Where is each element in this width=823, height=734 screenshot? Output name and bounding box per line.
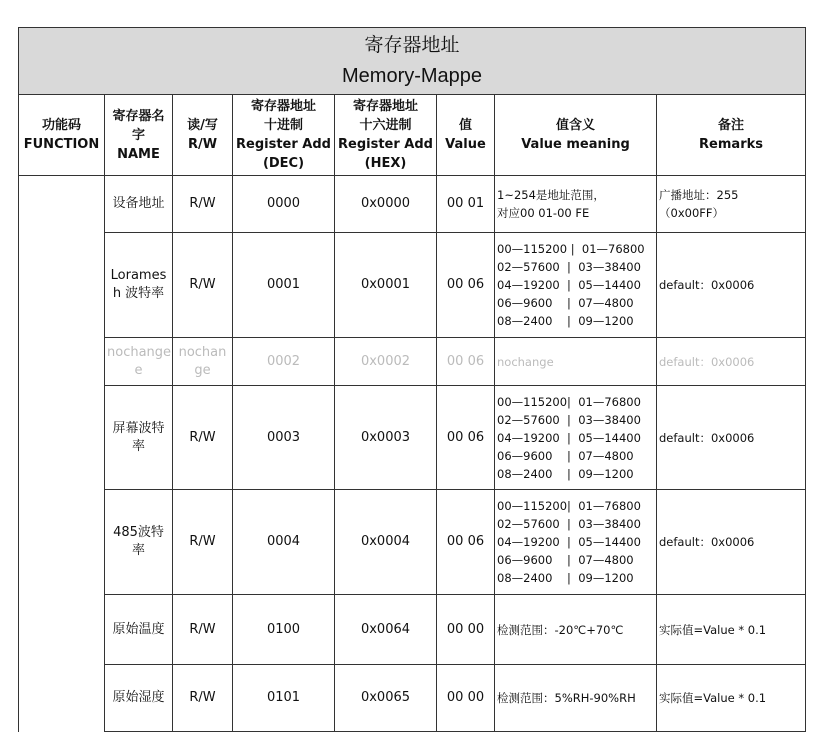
cell-hex: 0x0001 bbox=[335, 233, 437, 338]
cell-meaning bbox=[495, 490, 657, 595]
cell-line: 实际值=Value * 0.1 bbox=[659, 622, 767, 637]
cell-meaning bbox=[495, 176, 657, 233]
header-line: Remarks bbox=[699, 137, 763, 152]
cell-name bbox=[105, 386, 173, 490]
cell-line: R/W bbox=[189, 196, 216, 211]
cell-remarks bbox=[657, 665, 806, 732]
cell-name bbox=[105, 338, 173, 386]
header-line: Register Add bbox=[338, 137, 433, 152]
cell-line: nochange bbox=[497, 354, 554, 369]
header-row bbox=[19, 95, 806, 176]
cell-line: 原始湿度 bbox=[112, 690, 165, 705]
header-line: R/W bbox=[187, 137, 218, 152]
cell-name bbox=[105, 665, 173, 732]
cell-meaning bbox=[495, 338, 657, 386]
cell-line: e bbox=[134, 362, 143, 378]
cell-hex: 0x0004 bbox=[335, 490, 437, 595]
cell-line: 00—115200 | 01—76800 bbox=[497, 242, 645, 256]
table-row bbox=[19, 338, 806, 386]
cell-rw bbox=[173, 490, 233, 595]
table-row bbox=[19, 595, 806, 665]
header-line: Value bbox=[445, 137, 486, 152]
cell-line: 00—115200| 01—76800 bbox=[497, 394, 641, 409]
cell-line: h 波特率 bbox=[112, 286, 165, 301]
cell-remarks bbox=[657, 176, 806, 233]
cell-rw bbox=[173, 233, 233, 338]
cell-value: 00 06 bbox=[437, 338, 495, 386]
cell-value: 00 00 bbox=[437, 665, 495, 732]
header-line: Register Add bbox=[236, 137, 331, 152]
cell-name bbox=[105, 595, 173, 665]
cell-value: 00 06 bbox=[437, 386, 495, 490]
cell-line: 04—19200 | 05—14400 bbox=[497, 278, 641, 292]
cell-remarks bbox=[657, 595, 806, 665]
cell-dec: 0003 bbox=[233, 386, 335, 490]
cell-line: 设备地址 bbox=[112, 196, 165, 211]
cell-line: ge bbox=[194, 362, 211, 378]
cell-rw bbox=[173, 176, 233, 233]
header-line: 备注 bbox=[718, 118, 745, 133]
cell-line: 检测范围：5%RH-90%RH bbox=[497, 691, 636, 705]
header-line: 寄存器名 bbox=[112, 108, 165, 124]
cell-line: 485波特 bbox=[113, 525, 164, 540]
header-remarks bbox=[657, 95, 806, 176]
cell-rw bbox=[173, 665, 233, 732]
function-cell bbox=[19, 176, 105, 732]
cell-line: nochan bbox=[178, 344, 227, 360]
cell-hex: 0x0002 bbox=[335, 338, 437, 386]
cell-line: 率 bbox=[131, 543, 145, 558]
cell-line: 02—57600 | 03—38400 bbox=[497, 517, 641, 531]
cell-hex: 0x0003 bbox=[335, 386, 437, 490]
cell-meaning bbox=[495, 233, 657, 338]
cell-rw bbox=[173, 386, 233, 490]
cell-line: 08—2400 | 09—1200 bbox=[497, 314, 634, 328]
cell-rw bbox=[173, 338, 233, 386]
table-row bbox=[19, 233, 806, 338]
cell-value: 00 06 bbox=[437, 490, 495, 595]
cell-line: default：0x0006 bbox=[659, 535, 755, 549]
cell-meaning bbox=[495, 595, 657, 665]
header-line: (HEX) bbox=[364, 156, 407, 171]
cell-dec: 0002 bbox=[233, 338, 335, 386]
cell-line: R/W bbox=[189, 690, 216, 705]
header-line: NAME bbox=[117, 146, 160, 162]
header-hex bbox=[335, 95, 437, 176]
cell-meaning bbox=[495, 386, 657, 490]
cell-line: （0x00FF） bbox=[659, 206, 724, 220]
header-line: 寄存器地址 bbox=[352, 99, 418, 114]
header-line: 值含义 bbox=[555, 118, 595, 133]
cell-line: 02—57600 | 03—38400 bbox=[497, 260, 641, 274]
cell-line: R/W bbox=[189, 429, 216, 445]
cell-line: 06—9600 | 07—4800 bbox=[497, 553, 634, 567]
cell-dec: 0101 bbox=[233, 665, 335, 732]
cell-line: 08—2400 | 09—1200 bbox=[497, 466, 634, 481]
cell-line: 率 bbox=[131, 438, 145, 454]
cell-remarks bbox=[657, 233, 806, 338]
cell-line: 04—19200 | 05—14400 bbox=[497, 430, 641, 445]
header-line: 读/写 bbox=[187, 118, 218, 133]
cell-line: Lorames bbox=[110, 268, 167, 283]
cell-line: default：0x0006 bbox=[659, 430, 755, 445]
cell-remarks bbox=[657, 490, 806, 595]
cell-line: 屏幕波特 bbox=[112, 420, 165, 436]
cell-name bbox=[105, 233, 173, 338]
table-row bbox=[19, 176, 806, 233]
header-function bbox=[19, 95, 105, 176]
cell-line: 06—9600 | 07—4800 bbox=[497, 296, 634, 310]
cell-line: 06—9600 | 07—4800 bbox=[497, 448, 634, 463]
header-line: (DEC) bbox=[262, 156, 305, 171]
cell-line: 检测范围：-20℃+70℃ bbox=[497, 622, 624, 637]
cell-hex: 0x0065 bbox=[335, 665, 437, 732]
header-line: 值 bbox=[458, 118, 472, 133]
table-row bbox=[19, 386, 806, 490]
table-row bbox=[19, 665, 806, 732]
cell-hex: 0x0064 bbox=[335, 595, 437, 665]
header-line: Value meaning bbox=[521, 137, 630, 152]
header-line: 寄存器地址 bbox=[250, 99, 316, 114]
header-line: 字 bbox=[131, 127, 145, 143]
table-title bbox=[19, 28, 806, 95]
cell-line: default：0x0006 bbox=[659, 278, 755, 292]
cell-hex: 0x0000 bbox=[335, 176, 437, 233]
cell-line: 广播地址：255 bbox=[659, 188, 739, 202]
cell-dec: 0100 bbox=[233, 595, 335, 665]
header-line: 功能码 bbox=[41, 118, 81, 133]
cell-dec: 0000 bbox=[233, 176, 335, 233]
cell-value: 00 01 bbox=[437, 176, 495, 233]
cell-remarks bbox=[657, 338, 806, 386]
cell-value: 00 06 bbox=[437, 233, 495, 338]
table-row bbox=[19, 490, 806, 595]
cell-line: default：0x0006 bbox=[659, 354, 755, 369]
cell-dec: 0001 bbox=[233, 233, 335, 338]
header-meaning bbox=[495, 95, 657, 176]
cell-line: 对应00 01-00 FE bbox=[497, 206, 590, 220]
header-rw bbox=[173, 95, 233, 176]
cell-line: 04—19200 | 05—14400 bbox=[497, 535, 641, 549]
cell-line: 00—115200| 01—76800 bbox=[497, 499, 641, 513]
cell-line: nochange bbox=[107, 344, 172, 360]
header-value bbox=[437, 95, 495, 176]
header-line: FUNCTION bbox=[23, 137, 100, 152]
cell-name bbox=[105, 490, 173, 595]
cell-line: 02—57600 | 03—38400 bbox=[497, 412, 641, 427]
cell-line: 原始温度 bbox=[112, 621, 165, 637]
cell-rw bbox=[173, 595, 233, 665]
header-name bbox=[105, 95, 173, 176]
cell-remarks bbox=[657, 386, 806, 490]
header-dec bbox=[233, 95, 335, 176]
cell-dec: 0004 bbox=[233, 490, 335, 595]
cell-name bbox=[105, 176, 173, 233]
cell-value: 00 00 bbox=[437, 595, 495, 665]
title-en: Memory-Mappe bbox=[342, 65, 483, 87]
cell-line: 08—2400 | 09—1200 bbox=[497, 571, 634, 585]
cell-meaning bbox=[495, 665, 657, 732]
title-zh: 寄存器地址 bbox=[364, 35, 460, 56]
cell-line: 1~254是地址范围， bbox=[497, 188, 605, 202]
memory-map-table bbox=[18, 27, 806, 732]
header-line: 十进制 bbox=[263, 118, 303, 133]
cell-line: 实际值=Value * 0.1 bbox=[659, 691, 767, 705]
cell-line: R/W bbox=[189, 534, 216, 549]
cell-line: R/W bbox=[189, 621, 216, 637]
header-line: 十六进制 bbox=[359, 118, 412, 133]
cell-line: R/W bbox=[189, 277, 216, 292]
